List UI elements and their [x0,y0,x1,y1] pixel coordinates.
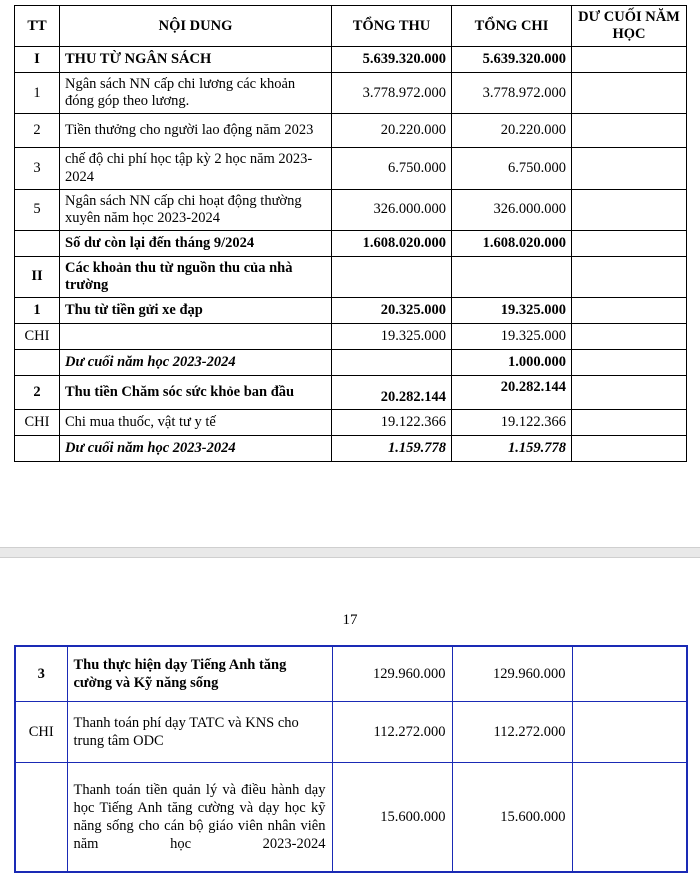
cell-tong-chi: 3.778.972.000 [452,73,572,114]
cell-tong-thu: 5.639.320.000 [332,47,452,73]
column-header-tong-chi: TỔNG CHI [452,6,572,47]
table-row [15,114,687,148]
cell-tt [15,230,60,256]
table-row [15,436,687,462]
cell-du-cuoi [572,763,687,873]
cell-du-cuoi [572,256,687,297]
table-row [15,256,687,297]
cell-du-cuoi [572,73,687,114]
top-table-container [14,5,686,462]
cell-tong-chi: 20.220.000 [452,114,572,148]
table-row [15,410,687,436]
cell-noi-dung: Số dư còn lại đến tháng 9/2024 [60,230,332,256]
cell-noi-dung: Thu thực hiện dạy Tiếng Anh tăng cường và Kỹ năng sống [67,646,332,702]
column-header-tong-thu: TỔNG THU [332,6,452,47]
cell-tong-thu: 20.282.144 [332,376,452,410]
cell-tt [15,763,67,873]
cell-tt: I [15,47,60,73]
cell-tong-thu: 15.600.000 [332,763,452,873]
cell-du-cuoi [572,324,687,350]
cell-tt [15,350,60,376]
page-separator [0,547,700,558]
cell-tt: CHI [15,410,60,436]
cell-tt: 1 [15,298,60,324]
cell-du-cuoi [572,189,687,230]
cell-noi-dung: Tiền thưởng cho người lao động năm 2023 [60,114,332,148]
cell-tong-thu: 326.000.000 [332,189,452,230]
table-row [15,350,687,376]
cell-du-cuoi [572,702,687,763]
cell-du-cuoi [572,376,687,410]
cell-tong-chi: 20.282.144 [452,376,572,410]
table-row [15,702,687,763]
cell-du-cuoi [572,350,687,376]
cell-noi-dung: Các khoản thu từ nguồn thu của nhà trường [60,256,332,297]
cell-tt: II [15,256,60,297]
cell-tong-chi: 15.600.000 [452,763,572,873]
cell-tong-chi: 5.639.320.000 [452,47,572,73]
cell-tong-thu: 1.608.020.000 [332,230,452,256]
cell-tt: 2 [15,376,60,410]
cell-noi-dung: Thu tiền Chăm sóc sức khỏe ban đầu [60,376,332,410]
cell-noi-dung: Dư cuối năm học 2023-2024 [60,350,332,376]
cell-tong-thu: 20.220.000 [332,114,452,148]
cell-tong-thu: 19.325.000 [332,324,452,350]
page-number: 17 [342,612,358,628]
cell-noi-dung: THU TỪ NGÂN SÁCH [60,47,332,73]
cell-noi-dung: Chi mua thuốc, vật tư y tế [60,410,332,436]
table-row [15,324,687,350]
cell-tt [15,436,60,462]
column-header-tt: TT [15,6,60,47]
cell-du-cuoi [572,646,687,702]
cell-tong-thu: 3.778.972.000 [332,73,452,114]
cell-tt: 3 [15,646,67,702]
budget-table-top [14,5,687,462]
table-row [15,148,687,189]
cell-du-cuoi [572,114,687,148]
cell-tong-chi [452,256,572,297]
cell-tong-chi: 1.000.000 [452,350,572,376]
cell-tong-thu [332,350,452,376]
bottom-table-container [14,645,686,873]
column-header-noi-dung: NỘI DUNG [60,6,332,47]
cell-tt: CHI [15,702,67,763]
budget-table-bottom [14,645,688,873]
cell-tt: CHI [15,324,60,350]
cell-tong-chi: 6.750.000 [452,148,572,189]
cell-tong-chi: 19.122.366 [452,410,572,436]
cell-tong-chi: 326.000.000 [452,189,572,230]
column-header-du-cuoi-nam-hoc: DƯ CUỐI NĂM HỌC [572,6,687,47]
cell-tt: 1 [15,73,60,114]
cell-tong-thu: 6.750.000 [332,148,452,189]
cell-noi-dung: Thanh toán phí dạy TATC và KNS cho trung tâm ODC [67,702,332,763]
cell-tong-chi: 19.325.000 [452,324,572,350]
cell-du-cuoi [572,436,687,462]
cell-tt: 3 [15,148,60,189]
cell-du-cuoi [572,148,687,189]
cell-noi-dung: Thanh toán tiền quản lý và điều hành dạy học Tiếng Anh tăng cường và dạy học kỹ năng sống cho cán bộ giáo viên nhân viên năm học 2023-2024 [67,763,332,873]
cell-tong-thu: 1.159.778 [332,436,452,462]
cell-tt: 2 [15,114,60,148]
cell-noi-dung: Dư cuối năm học 2023-2024 [60,436,332,462]
cell-noi-dung: chế độ chi phí học tập kỳ 2 học năm 2023-2024 [60,148,332,189]
cell-tong-thu: 112.272.000 [332,702,452,763]
table-header-row [15,6,687,47]
cell-tong-chi: 1.608.020.000 [452,230,572,256]
cell-noi-dung [60,324,332,350]
table-row [15,47,687,73]
table-row [15,73,687,114]
table-row [15,189,687,230]
cell-noi-dung: Thu từ tiền gửi xe đạp [60,298,332,324]
cell-noi-dung: Ngân sách NN cấp chi lương các khoản đóng góp theo lương. [60,73,332,114]
cell-tong-chi: 129.960.000 [452,646,572,702]
cell-du-cuoi [572,298,687,324]
table-row [15,230,687,256]
cell-tong-thu: 19.122.366 [332,410,452,436]
table-row [15,763,687,873]
cell-tong-thu: 129.960.000 [332,646,452,702]
cell-tong-chi: 112.272.000 [452,702,572,763]
cell-tong-chi: 19.325.000 [452,298,572,324]
table-row [15,376,687,410]
cell-du-cuoi [572,410,687,436]
cell-tt: 5 [15,189,60,230]
cell-tong-thu [332,256,452,297]
table-row [15,298,687,324]
cell-tong-thu: 20.325.000 [332,298,452,324]
cell-tong-chi: 1.159.778 [452,436,572,462]
cell-noi-dung: Ngân sách NN cấp chi hoạt động thường xuyên năm học 2023-2024 [60,189,332,230]
cell-du-cuoi [572,230,687,256]
table-row [15,646,687,702]
cell-du-cuoi [572,47,687,73]
